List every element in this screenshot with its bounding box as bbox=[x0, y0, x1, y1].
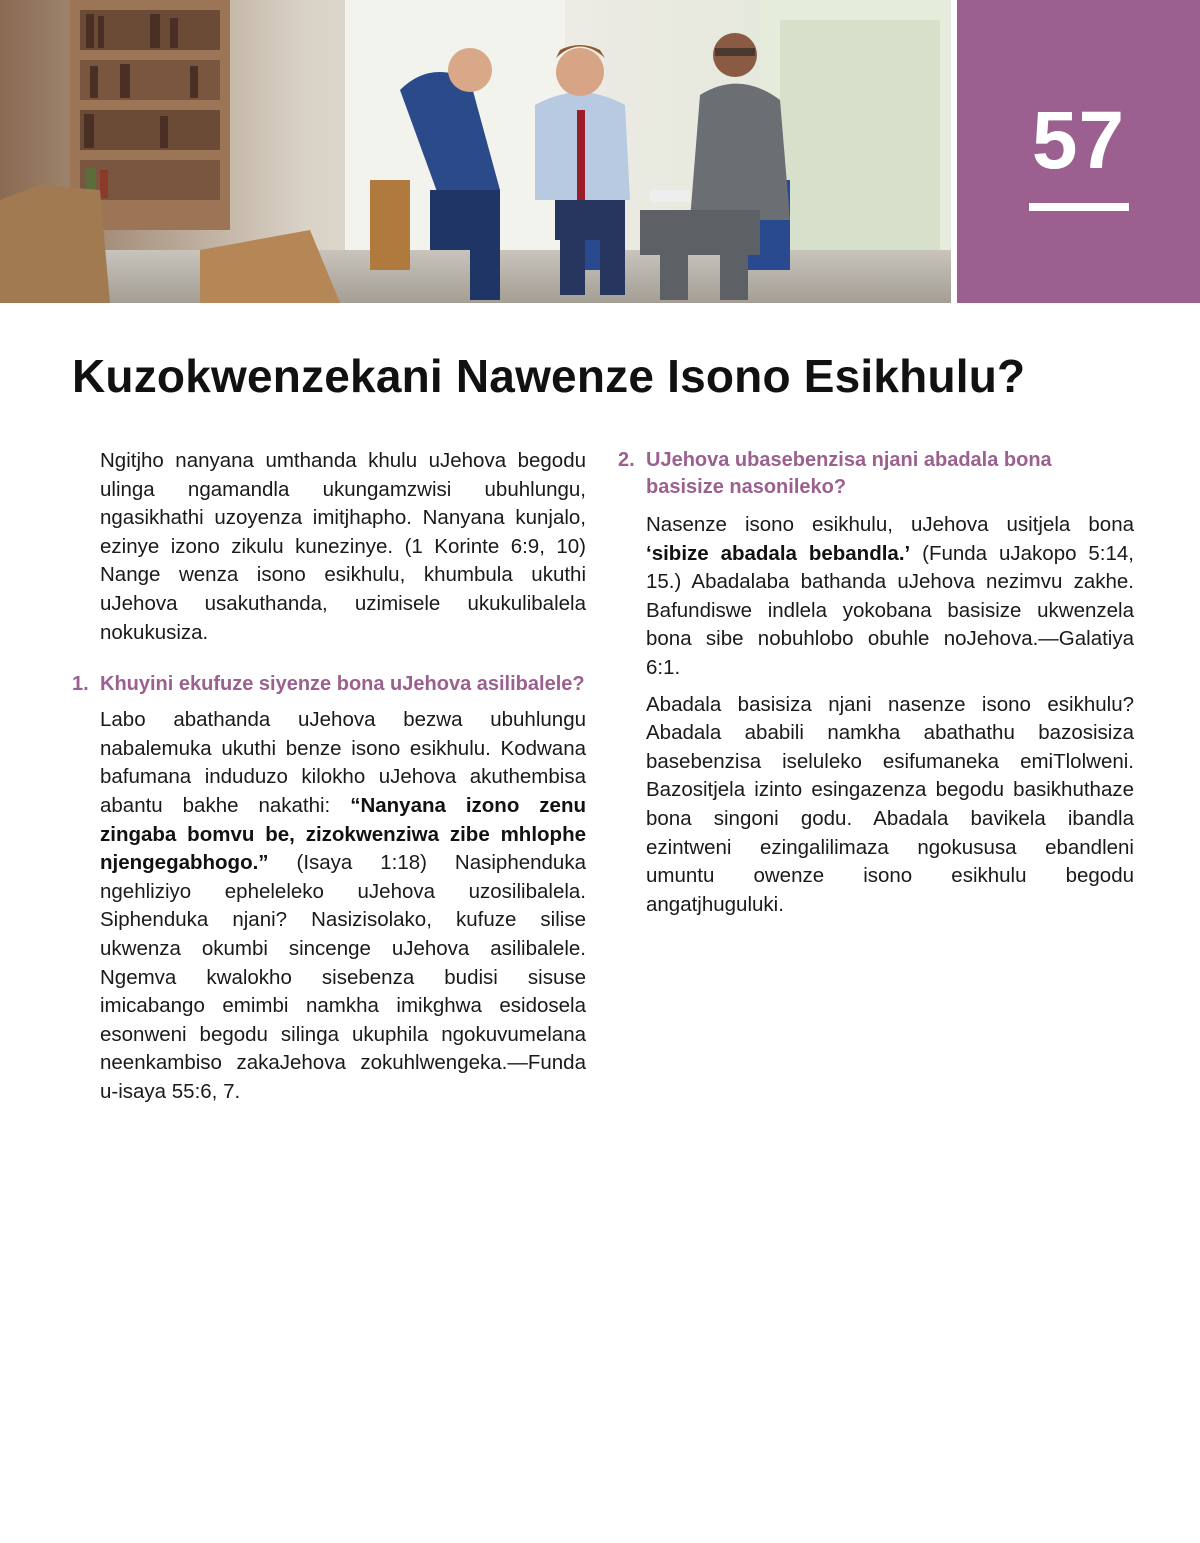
lesson-number-box bbox=[957, 0, 1200, 303]
section-1-paragraph bbox=[100, 706, 586, 1106]
section-1-scripture-quote: “Nanyana izono zenu zingaba bomvu be, zizokwenziwa zibe mhlophe njengegabhogo.” bbox=[100, 793, 586, 875]
right-column bbox=[618, 447, 1134, 919]
section-2-paragraph-2: Abadala basisiza njani nasenze isono esikhulu? Abadala ababili namkha abathathu bazosisiza basebenzisa iseluleko esifumaneka emiTlolweni. Bazositjela izinto esingazenza begodu basikhuthaze bona singoni godu. Abadala bavikela ibandla ezintweni ezingalilimaza ngokususa ebandleni umuntu owenze isono esikhulu begodu angatjhuguluki. bbox=[646, 692, 1134, 916]
section-1-text-before: Labo abathanda uJehova bezwa ubuhlungu nabalemuka ukuthi benze isono esikhulu. Kodwana bafumana induduzo kilokho uJehova akuthembisa abantu bakhe nakathi: bbox=[100, 708, 586, 817]
page-title: Kuzokwenzekani Nawenze Isono Esikhulu? bbox=[72, 350, 1026, 402]
section-2-paragraph-1 bbox=[646, 511, 1134, 683]
header-photo bbox=[0, 0, 951, 303]
question-1 bbox=[72, 671, 586, 698]
intro-paragraph: Ngitjho nanyana umthanda khulu uJehova begodu ulinga ngamandla ukungamzwisi ubuhlungu, ngasikhathi uzoyenza imitjhapho. Nanyana kunjalo, ezinye izono zikulu kunezinye. (1 Korinte 6:9, 10) Nange wenza isono esikhulu, khumbula ukuthi uJehova usakuthanda, uzimisele ukukulibalela nokukusiza. bbox=[100, 449, 586, 644]
section-2-text-before: Nasenze isono esikhulu, uJehova usitjela bona bbox=[646, 513, 1134, 536]
question-2 bbox=[618, 447, 1134, 501]
question-1-number: 1. bbox=[72, 673, 89, 696]
lesson-number-underline bbox=[1029, 203, 1129, 211]
question-2-number: 2. bbox=[618, 449, 635, 471]
section-2-text-after: (Funda uJakopo 5:14, 15.) Abadalaba bathanda uJehova nezimvu zakhe. Bafundiswe indlela yokobana basisize ukwenzela bona sibe nobuhlobo obuhle noJehova.—Galatiya 6:1. bbox=[646, 541, 1135, 679]
section-1-text-after: (Isaya 1:18) Nasiphenduka ngehliziyo epheleleko uJehova uzosilibalela. Siphenduka njani? Nasizisolako, kufuze silise ukwenza okumbi sincenge uJehova asilibalele. Ngemva kwalokho sisebenza budisi sisuse imicabango emimbi namkha imikghwa esidosela esonweni begodu silinga ukuphila ngokuvumelana neenkambiso zakaJehova zokuhlwengeka.—Funda u-isaya 55:6, 7. bbox=[100, 851, 586, 1103]
question-2-text: UJehova ubasebenzisa njani abadala bona basisize nasonileko? bbox=[646, 449, 1052, 498]
left-column bbox=[72, 447, 586, 1106]
question-1-text: Khuyini ekufuze siyenze bona uJehova asilibalele? bbox=[100, 673, 585, 696]
section-2-scripture-quote: ‘sibize abadala bebandla.’ bbox=[646, 541, 911, 565]
lesson-number: 57 bbox=[1031, 95, 1126, 186]
